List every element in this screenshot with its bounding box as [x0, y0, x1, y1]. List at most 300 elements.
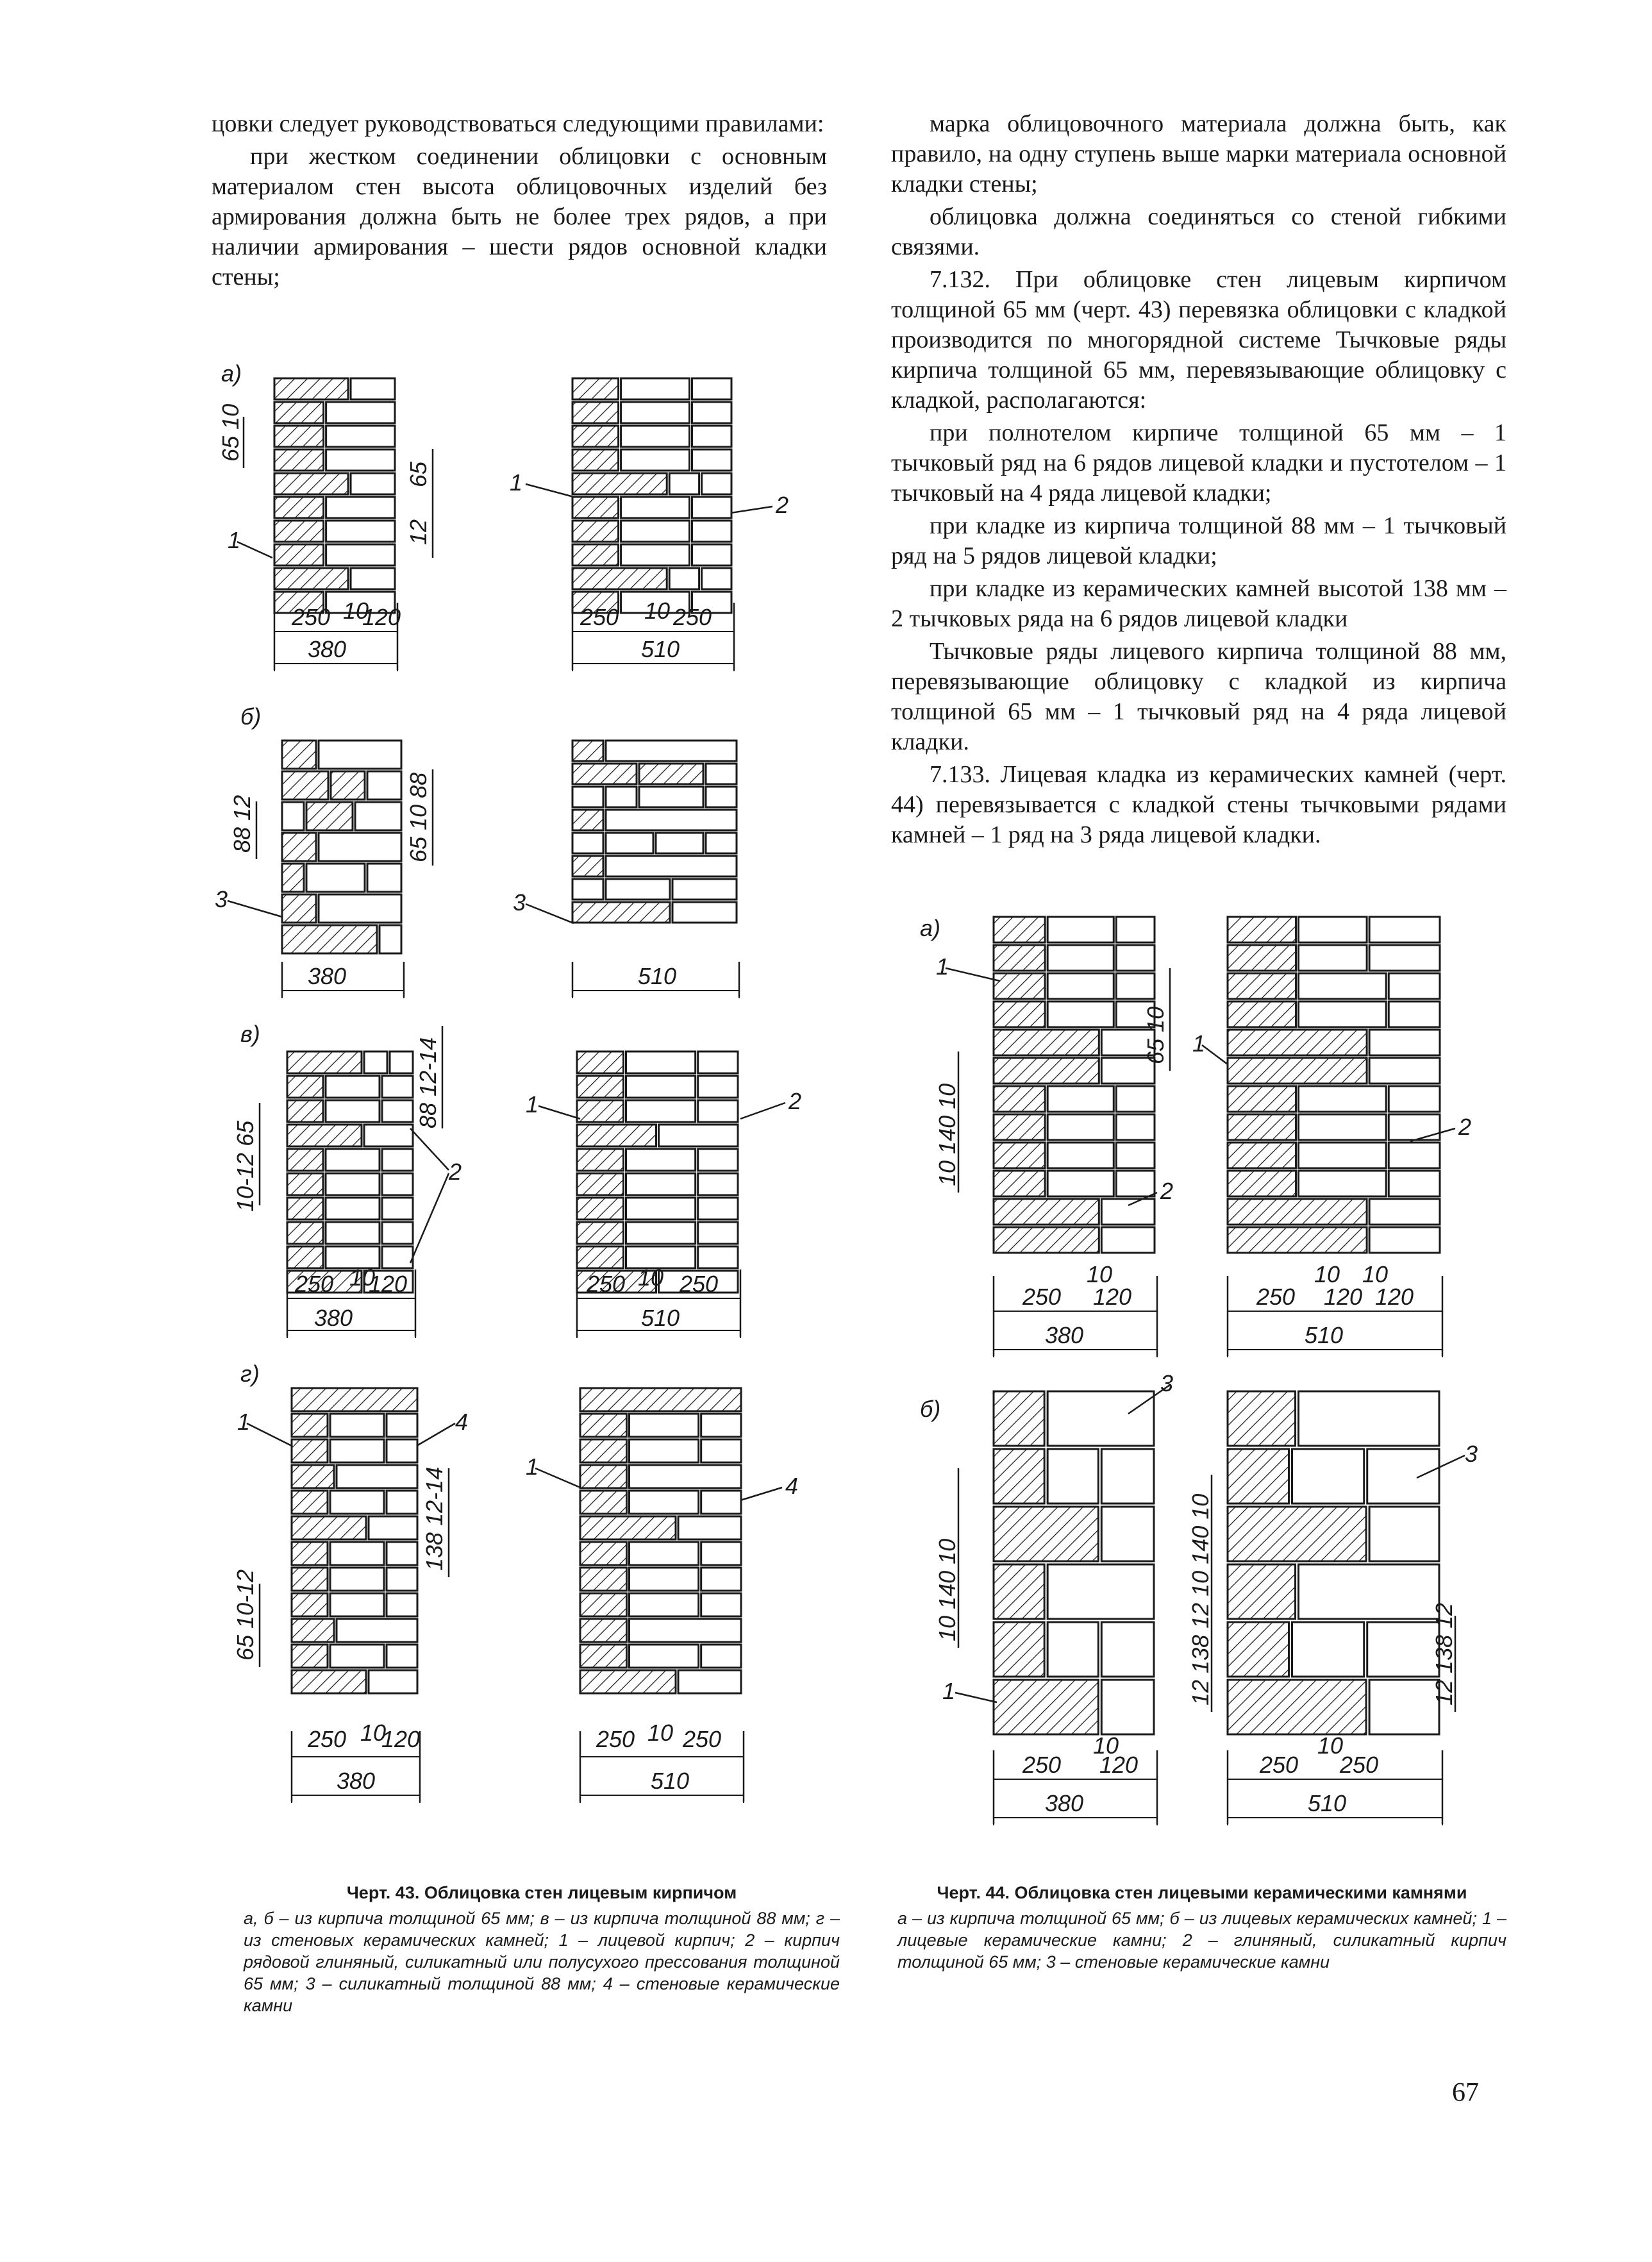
facing-brick [282, 771, 328, 800]
masonry-brick [626, 1149, 696, 1171]
masonry-brick [387, 1568, 417, 1591]
facing-brick [577, 1076, 624, 1098]
callout-label: 2 [1458, 1114, 1472, 1140]
facing-brick [994, 1391, 1044, 1446]
masonry-brick [1369, 1507, 1439, 1561]
masonry-brick [692, 521, 731, 542]
facing-brick [287, 1076, 323, 1098]
facing-brick [577, 1051, 624, 1073]
masonry-brick [364, 1051, 387, 1073]
masonry-brick [692, 497, 731, 518]
facing-brick [572, 810, 603, 830]
facing-brick [292, 1619, 334, 1642]
masonry-brick [387, 1645, 417, 1668]
dim-label: 10-12 65 [232, 1120, 258, 1212]
masonry-brick [630, 1619, 742, 1642]
facing-brick [580, 1491, 627, 1514]
dim-label: 250 [680, 1271, 719, 1297]
facing-brick [994, 1143, 1045, 1168]
masonry-brick [701, 1491, 741, 1514]
masonry-brick [1292, 1622, 1364, 1677]
masonry-brick [621, 497, 690, 518]
masonry-brick [337, 1465, 417, 1488]
callout-label: 2 [788, 1088, 802, 1114]
facing-brick [572, 741, 603, 761]
caption-title: Черт. 44. Облицовка стен лицевыми керамическими камнями [937, 1883, 1467, 1902]
facing-brick [1228, 1507, 1366, 1561]
callout-label: 2 [776, 492, 789, 518]
masonry-brick [1047, 1143, 1114, 1168]
masonry-brick [326, 1076, 380, 1098]
masonry-brick [706, 787, 737, 807]
facing-brick [1228, 917, 1296, 942]
masonry-brick [1116, 945, 1155, 971]
masonry-brick [630, 1414, 699, 1437]
facing-brick [306, 802, 353, 830]
paragraph: 7.133. Лицевая кладка из керамических камней (черт. 44) перевязывается с кладкой стены тычковыми рядами камней – 1 ряд на 3 ряда лицевой кладки. [891, 761, 1506, 848]
facing-brick [994, 1001, 1045, 1027]
masonry-brick [1047, 1622, 1098, 1677]
dim-label: 65 10-12 [232, 1569, 258, 1661]
paragraph: при кладке из керамических камней высотой 138 мм – 2 тычковых ряда на 6 рядов лицевой кладки [891, 575, 1506, 632]
dim-label: 250 [673, 604, 712, 630]
callout-label: 1 [1192, 1030, 1206, 1057]
dim-label: 12 [405, 519, 431, 545]
dim-label: 88 12 [229, 794, 255, 853]
dim-label: 65 [405, 461, 431, 487]
facing-brick [292, 1491, 328, 1514]
paragraph: Тычковые ряды лицевого кирпича толщиной 88 мм, перевязывающие облицовку с кладкой из кирпича толщиной 65 мм – 1 тычковый ряд на 4 ряда лицевой кладки. [891, 638, 1506, 755]
facing-brick [580, 1542, 627, 1565]
facing-brick [287, 1100, 323, 1122]
masonry-brick [630, 1465, 742, 1488]
masonry-brick [326, 1149, 380, 1171]
masonry-brick [572, 879, 603, 900]
dimension-line [247, 1423, 292, 1446]
dim-label: 510 [638, 963, 677, 989]
facing-brick [994, 917, 1045, 942]
dimension-line [526, 484, 574, 497]
dim-label: 138 12-14 [421, 1466, 447, 1571]
callout-label: 1 [237, 1409, 251, 1435]
masonry-brick [337, 1619, 417, 1642]
dim-label: 380 [1045, 1322, 1084, 1348]
masonry-brick [390, 1051, 413, 1073]
dimension-line [410, 1128, 449, 1170]
facing-brick [292, 1645, 328, 1668]
facing-brick [580, 1465, 627, 1488]
masonry-brick [659, 1125, 738, 1146]
facing-brick [1228, 1143, 1296, 1168]
dim-label: 510 [1305, 1322, 1344, 1348]
masonry-brick [387, 1491, 417, 1514]
masonry-brick [701, 1439, 741, 1462]
facing-brick [1228, 1171, 1296, 1196]
masonry-brick [1292, 1449, 1364, 1504]
facing-brick [287, 1198, 323, 1219]
facing-brick [572, 764, 637, 784]
masonry-brick [701, 1568, 741, 1591]
callout-label: 1 [510, 469, 523, 496]
masonry-brick [630, 1593, 699, 1616]
facing-brick [580, 1568, 627, 1591]
paragraph: 7.132. При облицовке стен лицевым кирпичом толщиной 65 мм (черт. 43) перевязка облицовки с кладкой производится по многорядной системе Тычковые ряды кирпича толщиной 65 мм, перевязывающие облицовку с кладкой, располагаются: [891, 266, 1506, 414]
masonry-brick [1047, 1449, 1098, 1504]
masonry-brick [572, 833, 603, 853]
figure-43-caption [244, 1882, 840, 2016]
facing-brick [994, 945, 1045, 971]
masonry-brick [692, 402, 731, 423]
dim-label: 250 [1340, 1752, 1379, 1778]
dim-label: 250 [587, 1271, 626, 1297]
masonry-brick [1047, 945, 1114, 971]
masonry-brick [701, 1645, 741, 1668]
facing-brick [287, 1222, 323, 1244]
fig44-section-a: а) [920, 915, 941, 941]
masonry-brick [1389, 1143, 1440, 1168]
facing-brick [1228, 1564, 1296, 1619]
facing-brick [577, 1125, 656, 1146]
masonry-brick [326, 521, 395, 542]
callout-label: 1 [936, 953, 949, 980]
masonry-brick [382, 1222, 413, 1244]
fig44-section-b: б) [920, 1396, 941, 1422]
facing-brick [580, 1516, 676, 1539]
masonry-brick [387, 1593, 417, 1616]
facing-brick [287, 1125, 362, 1146]
dim-label: 10 [1362, 1261, 1389, 1287]
masonry-brick [330, 1491, 384, 1514]
dim-label: 250 [1256, 1284, 1296, 1310]
dim-label: 380 [314, 1305, 353, 1331]
masonry-brick [330, 1645, 384, 1668]
masonry-brick [1047, 917, 1114, 942]
dim-label: 250 [292, 604, 331, 630]
paragraph: облицовка должна соединяться со стеной гибкими связями. [891, 203, 1506, 260]
fig43-section-v: в) [240, 1021, 260, 1047]
facing-brick [292, 1465, 334, 1488]
dim-label: 10 [343, 598, 369, 624]
dim-label: 88 12-14 [415, 1037, 441, 1128]
masonry-brick [382, 1198, 413, 1219]
dim-label: 10 [360, 1720, 387, 1746]
masonry-brick [282, 802, 304, 830]
masonry-brick [621, 402, 690, 423]
callout-label: 4 [455, 1409, 469, 1435]
masonry-brick [1369, 945, 1440, 971]
caption-title: Черт. 43. Облицовка стен лицевым кирпичом [346, 1883, 737, 1902]
facing-brick [282, 864, 304, 892]
callout-label: 1 [526, 1454, 539, 1480]
masonry-brick [606, 810, 737, 830]
masonry-brick [639, 787, 703, 807]
dim-label: 250 [1022, 1284, 1062, 1310]
dimension-line [417, 1423, 455, 1446]
masonry-brick [1047, 1086, 1114, 1112]
facing-brick [580, 1645, 627, 1668]
dim-label: 250 [1022, 1752, 1062, 1778]
facing-brick [1228, 1086, 1296, 1112]
dimension-line [946, 968, 1000, 981]
masonry-brick [1369, 1227, 1440, 1253]
callout-label: 2 [1160, 1178, 1174, 1204]
facing-brick [292, 1593, 328, 1616]
dimension-line [740, 1487, 782, 1500]
masonry-brick [1389, 1171, 1440, 1196]
dim-label: 12 138 12 10 140 10 [1187, 1493, 1214, 1705]
masonry-brick [1389, 1001, 1440, 1027]
masonry-brick [1299, 1143, 1387, 1168]
facing-brick [580, 1388, 741, 1411]
masonry-brick [1369, 1680, 1439, 1734]
masonry-brick [1299, 973, 1387, 999]
masonry-brick [351, 378, 395, 399]
masonry-brick [626, 1173, 696, 1195]
dim-label: 120 [1093, 1284, 1132, 1310]
dim-label: 10 [1087, 1261, 1113, 1287]
masonry-brick [630, 1568, 699, 1591]
masonry-brick [606, 833, 653, 853]
masonry-brick [1047, 1391, 1154, 1446]
masonry-brick [1116, 973, 1155, 999]
facing-brick [1228, 1030, 1367, 1055]
dimension-line [538, 1106, 580, 1119]
masonry-brick [621, 426, 690, 447]
masonry-brick [621, 449, 690, 471]
facing-brick [282, 925, 377, 953]
masonry-brick [326, 1198, 380, 1219]
facing-brick [282, 894, 316, 923]
facing-brick [572, 473, 667, 494]
masonry-brick [698, 1246, 738, 1268]
facing-brick [274, 544, 324, 566]
callout-label: 2 [449, 1159, 462, 1185]
facing-brick [572, 449, 619, 471]
masonry-brick [1101, 1680, 1154, 1734]
dim-label: 250 [1260, 1752, 1299, 1778]
dim-label: 10 [1317, 1732, 1344, 1759]
masonry-brick [1047, 1171, 1114, 1196]
masonry-brick [626, 1222, 696, 1244]
paragraph: цовки следует руководствоваться следующими правилами: [212, 110, 824, 137]
masonry-brick [1101, 1507, 1154, 1561]
callout-label: 3 [1465, 1441, 1478, 1467]
dim-label: 10 140 10 [934, 1083, 960, 1186]
masonry-brick [1299, 1564, 1439, 1619]
masonry-brick [630, 1491, 699, 1514]
masonry-brick [698, 1198, 738, 1219]
masonry-brick [355, 802, 401, 830]
masonry-brick [1047, 1001, 1114, 1027]
masonry-brick [364, 1125, 413, 1146]
masonry-brick [678, 1670, 741, 1693]
callout-label: 1 [942, 1678, 956, 1704]
masonry-brick [330, 1542, 384, 1565]
masonry-brick [1101, 1449, 1154, 1504]
masonry-brick [1299, 917, 1367, 942]
facing-brick [580, 1593, 627, 1616]
masonry-brick [698, 1051, 738, 1073]
facing-brick [292, 1388, 417, 1411]
masonry-brick [1116, 1171, 1155, 1196]
masonry-brick [319, 894, 401, 923]
masonry-brick [672, 879, 737, 900]
dim-label: 250 [596, 1726, 635, 1752]
dim-label: 510 [651, 1768, 690, 1794]
masonry-brick [1389, 1086, 1440, 1112]
dim-label: 380 [308, 636, 347, 662]
facing-brick [577, 1198, 624, 1219]
masonry-brick [669, 568, 699, 589]
masonry-brick [606, 879, 670, 900]
masonry-brick [626, 1051, 696, 1073]
dimension-line [1202, 1045, 1228, 1064]
dimension-line [228, 901, 282, 917]
facing-brick [994, 1449, 1044, 1504]
facing-brick [287, 1246, 323, 1268]
masonry-brick [1299, 1391, 1439, 1446]
masonry-brick [698, 1076, 738, 1098]
facing-brick [572, 568, 667, 589]
facing-brick [1228, 1391, 1296, 1446]
masonry-brick [326, 1173, 380, 1195]
facing-brick [292, 1414, 328, 1437]
dim-label: 10 140 10 [934, 1538, 960, 1641]
facing-brick [572, 902, 670, 923]
facing-brick [572, 426, 619, 447]
paragraph: при жестком соединении облицовки с основным материалом стен высота облицовочных изделий без армирования должна быть не более трех рядов, а при наличии армирования – шести рядов основной кладки стены; [212, 143, 827, 290]
masonry-brick [382, 1076, 413, 1098]
masonry-brick [606, 856, 737, 876]
masonry-brick [382, 1100, 413, 1122]
masonry-brick [387, 1439, 417, 1462]
masonry-brick [330, 1593, 384, 1616]
paragraph: марка облицовочного материала должна быть, как правило, на одну ступень выше марки материала основной кладки стены; [891, 110, 1506, 197]
facing-brick [1228, 1058, 1367, 1084]
dim-label: 380 [1045, 1790, 1084, 1816]
facing-brick [292, 1542, 328, 1565]
masonry-brick [1047, 1564, 1154, 1619]
masonry-brick [330, 1568, 384, 1591]
facing-brick [1228, 1622, 1289, 1677]
masonry-brick [1116, 1086, 1155, 1112]
facing-brick [287, 1149, 323, 1171]
masonry-brick [1299, 1001, 1387, 1027]
masonry-brick [382, 1173, 413, 1195]
facing-brick [994, 1227, 1099, 1253]
dim-label: 65 10 [217, 403, 244, 462]
facing-brick [1228, 973, 1296, 999]
dim-label: 10 [644, 598, 671, 624]
facing-brick [577, 1100, 624, 1122]
masonry-brick [1369, 1058, 1440, 1084]
facing-brick [994, 1199, 1099, 1225]
masonry-brick [1369, 1030, 1440, 1055]
dim-label: 120 [1324, 1284, 1363, 1310]
masonry-brick [698, 1173, 738, 1195]
masonry-brick [692, 378, 731, 399]
masonry-brick [702, 568, 731, 589]
figure-44-caption [897, 1882, 1506, 1973]
caption-text: а, б – из кирпича толщиной 65 мм; в – из кирпича толщиной 88 мм; г –из стеновых керамических камней; 1 – лицевой кирпич; 2 – кирпич рядовой глиняный, силикатный или полусухого прессования толщиной 65 мм; 3 – силикатный толщиной 88 мм; 4 – стеновые керамические камни [244, 1909, 840, 2015]
fig43-section-a: а) [221, 360, 242, 387]
dimension-line [410, 1173, 449, 1263]
masonry-brick [621, 378, 690, 399]
facing-brick [577, 1149, 624, 1171]
facing-brick [994, 1058, 1099, 1084]
facing-brick [572, 544, 619, 566]
dim-label: 120 [362, 604, 401, 630]
masonry-brick [702, 473, 731, 494]
masonry-brick [306, 864, 365, 892]
dimension-line [535, 1468, 580, 1487]
fig43-section-g: г) [240, 1361, 260, 1387]
masonry-brick [626, 1198, 696, 1219]
dim-label: 65 10 88 [405, 772, 431, 862]
facing-brick [274, 473, 348, 494]
dim-label: 510 [1308, 1790, 1347, 1816]
dim-label: 120 [1099, 1752, 1139, 1778]
masonry-brick [656, 833, 703, 853]
masonry-brick [572, 787, 603, 807]
facing-brick [274, 568, 348, 589]
facing-brick [282, 741, 316, 769]
facing-brick [287, 1173, 323, 1195]
masonry-brick [669, 473, 699, 494]
masonry-brick [326, 497, 395, 518]
dimension-line [731, 507, 772, 513]
masonry-brick [351, 568, 395, 589]
facing-brick [994, 1114, 1045, 1140]
masonry-brick [626, 1100, 696, 1122]
masonry-brick [1047, 973, 1114, 999]
masonry-brick [678, 1516, 741, 1539]
facing-brick [1228, 1199, 1367, 1225]
dimension-line [237, 542, 272, 558]
dim-label: 510 [641, 636, 680, 662]
facing-brick [580, 1670, 676, 1693]
masonry-brick [621, 544, 690, 566]
facing-brick [1228, 1227, 1367, 1253]
facing-brick [292, 1670, 366, 1693]
facing-brick [274, 378, 348, 399]
masonry-brick [1299, 1086, 1387, 1112]
caption-text: а – из кирпича толщиной 65 мм; б – из лицевых керамических камней; 1 – лицевые керамические камни; 2 – глиняный, силикатный кирпич толщиной 65 мм; 3 – стеновые керамические камни [897, 1909, 1506, 1972]
masonry-brick [701, 1593, 741, 1616]
masonry-brick [1101, 1199, 1155, 1225]
masonry-brick [1299, 945, 1367, 971]
facing-brick [577, 1173, 624, 1195]
paragraph: при кладке из кирпича толщиной 88 мм – 1 тычковый ряд на 5 рядов лицевой кладки; [891, 512, 1506, 569]
masonry-brick [387, 1414, 417, 1437]
dimension-line [740, 1103, 785, 1119]
facing-brick [331, 771, 365, 800]
masonry-brick [692, 426, 731, 447]
masonry-brick [326, 402, 395, 423]
facing-brick [282, 833, 316, 861]
facing-brick [577, 1246, 624, 1268]
masonry-brick [1116, 1143, 1155, 1168]
masonry-brick [326, 1100, 380, 1122]
masonry-brick [1299, 1114, 1387, 1140]
masonry-brick [606, 741, 737, 761]
facing-brick [1228, 1114, 1296, 1140]
facing-brick [572, 521, 619, 542]
masonry-brick [326, 449, 395, 471]
facing-brick [994, 1030, 1099, 1055]
dim-label: 250 [683, 1726, 722, 1752]
dim-label: 10 [1093, 1732, 1119, 1759]
